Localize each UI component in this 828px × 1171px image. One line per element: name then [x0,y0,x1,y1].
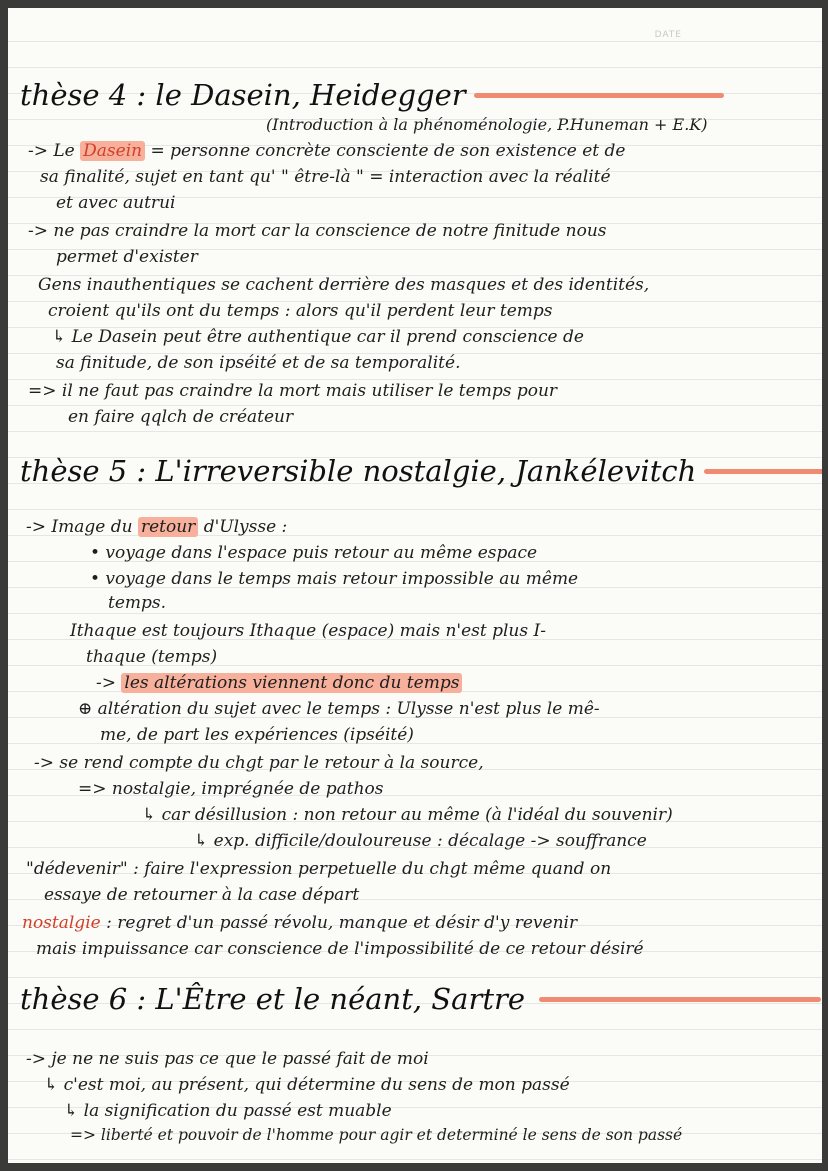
notebook-page [8,8,822,1163]
these5-line: temps. [108,593,167,613]
these4-heading [20,78,724,112]
these6-line: -> je ne ne suis pas ce que le passé fait de moi [26,1049,429,1069]
these6-line: ↳ la signification du passé est muable [64,1101,392,1121]
these5-line: -> les altérations viennent donc du temps [96,672,462,694]
these4-line: -> Le Dasein = personne concrète consciente de son existence et de [28,141,626,161]
these4-underline [474,93,724,98]
these5-line: -> Image du retour d'Ulysse : [26,517,288,537]
these5-line: essaye de retourner à la case départ [44,885,360,905]
these5-line: ⊕ altération du sujet avec le temps : Ulysse n'est plus le mê- [78,699,600,719]
these5-underline [704,469,822,474]
these4-line: et avec autrui [56,193,176,213]
these5-line: nostalgie : regret d'un passé révolu, manque et désir d'y revenir [22,913,578,933]
these4-reference: (Introduction à la phénoménologie, P.Huneman + E.K) [266,115,708,134]
these4-line: -> ne pas craindre la mort car la conscience de notre finitude nous [28,221,607,241]
these5-title: thèse 5 : L'irreversible nostalgie, Jankélevitch [20,454,697,488]
these6-title: thèse 6 : L'Être et le néant, Sartre [20,982,525,1016]
these5-line: • voyage dans l'espace puis retour au même espace [90,543,538,563]
highlight-nostalgie: nostalgie [22,913,101,933]
highlight-dasein: Dasein [80,141,145,161]
these5-line: ↳ car désillusion : non retour au même (à l'idéal du souvenir) [142,805,673,825]
these5-line: mais impuissance car conscience de l'impossibilité de ce retour désiré [36,939,644,959]
these5-line: => nostalgie, imprégnée de pathos [78,779,384,799]
these5-line: • voyage dans le temps mais retour impossible au même [90,569,579,589]
these4-line: Gens inauthentiques se cachent derrière des masques et des identités, [38,275,650,295]
highlight-retour: retour [138,517,198,537]
these6-heading [20,982,821,1016]
these4-line: en faire qqlch de créateur [68,407,294,427]
these5-line: thaque (temps) [86,647,218,667]
these5-heading [20,454,822,488]
these4-line: => il ne faut pas craindre la mort mais utiliser le temps pour [28,381,558,401]
these5-line: me, de part les expériences (ipséité) [100,725,414,745]
these4-title: thèse 4 : le Dasein, Heidegger [20,78,466,112]
these4-line: permet d'exister [56,247,198,267]
these4-line: sa finalité, sujet en tant qu' " être-là " = interaction avec la réalité [40,167,611,187]
these5-line: Ithaque est toujours Ithaque (espace) mais n'est plus I- [70,621,546,641]
date-label: DATE [654,30,682,40]
these4-line: ↳ Le Dasein peut être authentique car il prend conscience de [52,327,584,347]
these5-line: "dédevenir" : faire l'expression perpetuelle du chgt même quand on [26,859,612,879]
these5-line: -> se rend compte du chgt par le retour à la source, [34,753,484,773]
these6-line: => liberté et pouvoir de l'homme pour agir et determiné le sens de son passé [70,1126,683,1144]
these4-line: croient qu'ils ont du temps : alors qu'il perdent leur temps [48,301,553,321]
these4-line: sa finitude, de son ipséité et de sa temporalité. [56,353,461,373]
these6-underline [539,997,821,1002]
these5-line: ↳ exp. difficile/douloureuse : décalage -> souffrance [194,831,647,851]
highlight-alterations: les altérations viennent donc du temps [121,673,462,693]
these6-line: ↳ c'est moi, au présent, qui détermine du sens de mon passé [44,1075,570,1095]
